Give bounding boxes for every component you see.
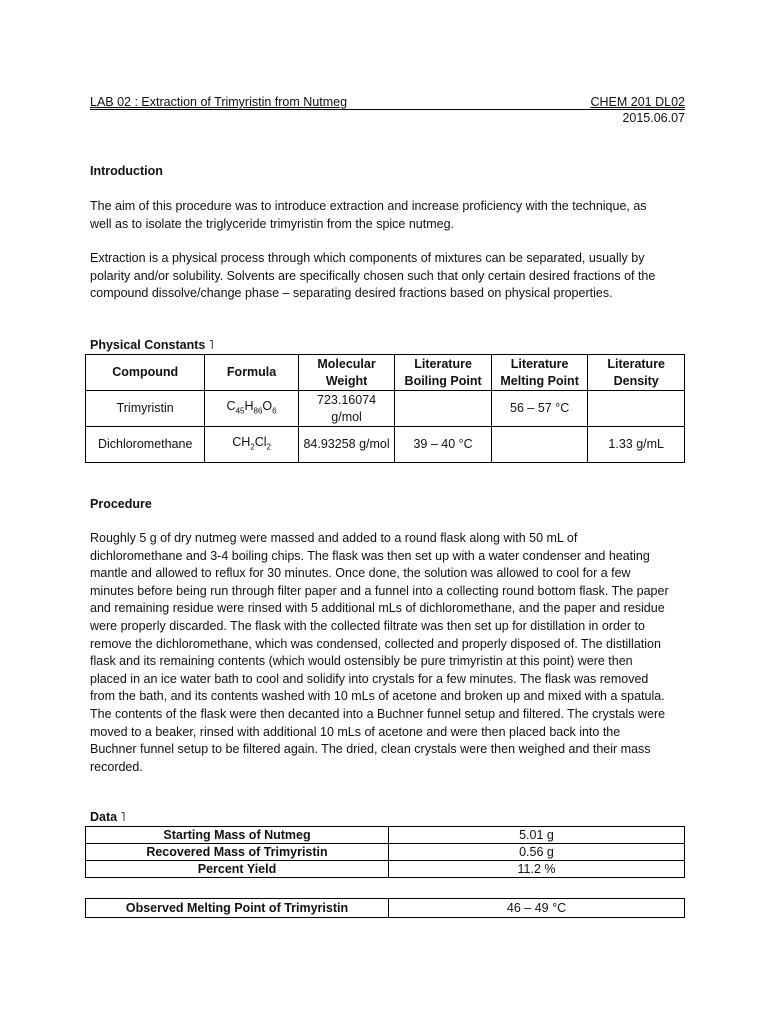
formula-cell: $C_{45}H_{86}O_6$ [205, 391, 298, 427]
data-label-cell: Recovered Mass of Trimyristin [86, 844, 389, 861]
compound-cell: Dichloromethane [86, 427, 205, 463]
boiling-point-cell: 39 – 40 °C [395, 427, 492, 463]
table-row [86, 391, 685, 427]
density-cell [588, 391, 685, 427]
table-row [86, 827, 685, 844]
data-table [85, 826, 685, 878]
data-value-cell: 5.01 g [389, 827, 685, 844]
introduction-paragraph-2: Extraction is a physical process through which components of mixtures can be separated, usually by polarity and/or solubility. Solvents are specifically chosen such that only certain desired fractions of the compound dissolve/change phase – separating desired fractions based on physical properties. [90, 251, 656, 301]
molecular-weight-cell: 723.16074 g/mol [298, 391, 395, 427]
melting-point-table [85, 898, 685, 918]
header-cell: Compound [86, 355, 205, 391]
data-label-cell: Percent Yield [86, 861, 389, 878]
document-header [90, 95, 685, 110]
melting-point-cell: 56 – 57 °C [491, 391, 588, 427]
table-row [86, 899, 685, 918]
procedure-heading: Procedure [90, 497, 152, 511]
physical-constants-label: Physical Constants ˥ [90, 338, 214, 352]
header-cell: Literature Melting Point [491, 355, 588, 391]
report-date: 2015.06.07 [622, 111, 685, 125]
physical-constants-table [85, 354, 685, 463]
data-value-cell: 46 – 49 °C [389, 899, 685, 918]
table-row [86, 861, 685, 878]
formula-cell: $CH_2Cl_2$ [205, 427, 298, 463]
lab-title: LAB 02 : Extraction of Trimyristin from Nutmeg [90, 95, 348, 109]
density-cell: 1.33 g/mL [588, 427, 685, 463]
boiling-point-cell [395, 391, 492, 427]
table-row [86, 427, 685, 463]
data-label: Data ˥ [90, 810, 126, 824]
data-value-cell: 0.56 g [389, 844, 685, 861]
header-cell: Literature Density [588, 355, 685, 391]
introduction-heading: Introduction [90, 164, 163, 178]
header-cell: Molecular Weight [298, 355, 395, 391]
procedure-paragraph: Roughly 5 g of dry nutmeg were massed and added to a round flask along with 50 mL of dichloromethane and 3-4 boiling chips. The flask was then set up with a water condenser and heating mantle and allowed to reflux for 30 minutes. Once done, the solution was allowed to cool for a few minutes before being run through filter paper and a funnel into a collecting round bottom flask. The paper and remaining residue were rinsed with 5 additional mLs of dichloromethane, and the paper and residue were properly discarded. The flask with the collected filtrate was then set up for distillation in order to remove the dichloromethane, which was condensed, collected and properly disposed of. The distillation flask and its remaining contents (which would ostensibly be pure trimyristin at this point) were then placed in an ice water bath to cool and solidify into crystals for a few minutes. The flask was removed from the bath, and its contents washed with 10 mLs of acetone and broken up and mixed with a spatula. The contents of the flask were then decanted into a Buchner funnel setup and filtered. The crystals were moved to a beaker, rinsed with additional 10 mLs of acetone and were then placed back into the Buchner funnel setup to be filtered again. The dried, clean crystals were then weighed and their mass recorded. [90, 531, 669, 774]
data-label-cell: Observed Melting Point of Trimyristin [86, 899, 389, 918]
compound-cell: Trimyristin [86, 391, 205, 427]
molecular-weight-cell: 84.93258 g/mol [298, 427, 395, 463]
table-header-row [86, 355, 685, 391]
data-value-cell: 11.2 % [389, 861, 685, 878]
data-label-cell: Starting Mass of Nutmeg [86, 827, 389, 844]
header-cell: Formula [205, 355, 298, 391]
melting-point-cell [491, 427, 588, 463]
table-row [86, 844, 685, 861]
course-code: CHEM 201 DL02 [590, 95, 685, 109]
introduction-paragraph-1: The aim of this procedure was to introduce extraction and increase proficiency with the technique, as well as to isolate the triglyceride trimyristin from the spice nutmeg. [90, 199, 647, 231]
header-cell: Literature Boiling Point [395, 355, 492, 391]
